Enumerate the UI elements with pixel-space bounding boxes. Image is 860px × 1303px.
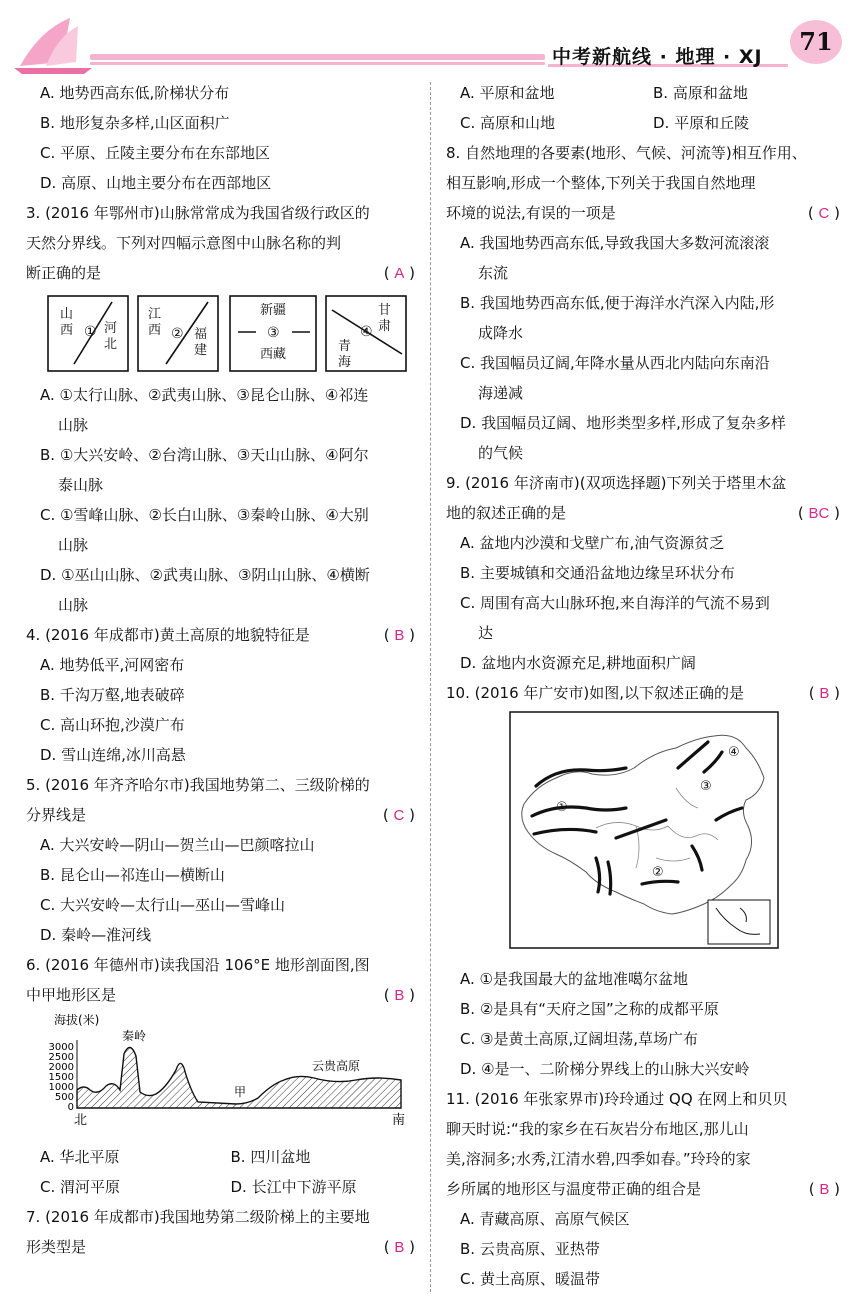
option-line: D. ④是一、二阶梯分界线上的山脉大兴安岭 bbox=[460, 1060, 750, 1078]
map-label-4: ④ bbox=[728, 745, 740, 760]
option-line: A. ①太行山脉、②武夷山脉、③昆仑山脉、④祁连 bbox=[40, 386, 369, 404]
answer-bracket: ( B ) bbox=[383, 986, 415, 1004]
box4-num: ④ bbox=[360, 324, 373, 340]
map-label-2: ② bbox=[652, 865, 664, 880]
profile-tick: 0 bbox=[67, 1102, 74, 1113]
option-line: B. 高原和盆地 bbox=[653, 84, 748, 102]
option-line: C. 高山环抱,沙漠广布 bbox=[40, 716, 185, 734]
option-line: D. 高原、山地主要分布在西部地区 bbox=[40, 174, 272, 192]
option-line: B. 千沟万壑,地表破碎 bbox=[40, 686, 185, 704]
answer-letter: C bbox=[818, 205, 830, 222]
question-stem: 9. (2016 年济南市)(双项选择题)下列关于塔里木盆 bbox=[446, 474, 787, 492]
question-stem bbox=[446, 198, 846, 228]
box1-right-label: 河北 bbox=[104, 321, 118, 352]
china-map-svg bbox=[446, 708, 846, 964]
option-line: C. 高原和山地 bbox=[460, 114, 556, 132]
question-stem: 8. 自然地理的各要素(地形、气候、河流等)相互作用、 bbox=[446, 144, 807, 162]
question-stem bbox=[26, 1232, 421, 1262]
option-line: B. 地形复杂多样,山区面积广 bbox=[40, 114, 230, 132]
box1-left-2: 西 bbox=[60, 323, 74, 338]
option-line: C. 平原、丘陵主要分布在东部地区 bbox=[40, 144, 271, 162]
profile-label-north: 北 bbox=[74, 1113, 88, 1128]
profile-tick: 1000 bbox=[48, 1082, 74, 1093]
option-line: 达 bbox=[478, 624, 494, 642]
box4-right-label: 甘肃 bbox=[378, 303, 392, 334]
option-line: A. 我国地势西高东低,导致我国大多数河流滚滚 bbox=[460, 234, 770, 252]
answer-letter: A bbox=[394, 265, 405, 282]
answer-letter: C bbox=[393, 807, 405, 824]
option-pair bbox=[446, 108, 846, 138]
answer-letter: B bbox=[394, 627, 405, 644]
question-stem bbox=[26, 258, 421, 288]
answer-bracket: ( B ) bbox=[383, 626, 415, 644]
profile-tick: 3000 bbox=[48, 1042, 74, 1053]
option-line: 东流 bbox=[478, 264, 509, 282]
option-line: A. 大兴安岭—阴山—贺兰山—巴颜喀拉山 bbox=[40, 836, 315, 854]
answer-letter: B bbox=[819, 685, 830, 702]
question-stem bbox=[446, 498, 846, 528]
answer-bracket: ( B ) bbox=[808, 684, 840, 702]
profile-label-south: 南 bbox=[392, 1113, 406, 1128]
box1-num: ① bbox=[84, 324, 97, 340]
option-line: 山脉 bbox=[58, 416, 89, 434]
right-column bbox=[446, 78, 846, 1294]
option-line: B. ②是具有“天府之国”之称的成都平原 bbox=[460, 1000, 719, 1018]
question-stem-text: 乡所属的地形区与温度带正确的组合是 bbox=[446, 1180, 702, 1198]
profile-tick: 2500 bbox=[48, 1052, 74, 1063]
map-label-3: ③ bbox=[700, 779, 712, 794]
question-stem bbox=[446, 1174, 846, 1204]
left-column bbox=[26, 78, 421, 1262]
option-pair bbox=[26, 1172, 421, 1202]
answer-bracket: ( B ) bbox=[808, 1180, 840, 1198]
mountain-boxes-svg bbox=[26, 288, 421, 380]
header-title: 中考新航线 · 地理 · XJ bbox=[552, 46, 763, 68]
box1-left-label bbox=[60, 307, 73, 338]
option-line: 山脉 bbox=[58, 536, 89, 554]
question-stem: 6. (2016 年德州市)读我国沿 106°E 地形剖面图,图 bbox=[26, 956, 370, 974]
answer-bracket: ( C ) bbox=[807, 204, 840, 222]
profile-y-title: 海拔(米) bbox=[54, 1013, 100, 1027]
box2-left-label: 江西 bbox=[148, 307, 162, 338]
option-pair bbox=[26, 1142, 421, 1172]
option-line: C. 渭河平原 bbox=[40, 1178, 121, 1196]
answer-letter: BC bbox=[808, 505, 830, 522]
question-stem: 7. (2016 年成都市)我国地势第二级阶梯上的主要地 bbox=[26, 1208, 370, 1226]
profile-tick: 2000 bbox=[48, 1062, 74, 1073]
profile-y-ticks bbox=[49, 1042, 74, 1113]
question-stem: 相互影响,形成一个整体,下列关于我国自然地理 bbox=[446, 174, 756, 192]
option-line: B. 四川盆地 bbox=[230, 1148, 311, 1166]
option-line: B. 主要城镇和交通沿盆地边缘呈环状分布 bbox=[460, 564, 735, 582]
answer-bracket: ( BC ) bbox=[797, 504, 840, 522]
option-line: A. 地势低平,河网密布 bbox=[40, 656, 185, 674]
question-stem: 3. (2016 年鄂州市)山脉常常成为我国省级行政区的 bbox=[26, 204, 370, 222]
page-header bbox=[0, 0, 860, 78]
sailboat-logo-icon bbox=[14, 18, 92, 74]
china-map-figure bbox=[446, 708, 846, 964]
south-china-sea-inset bbox=[708, 900, 770, 944]
option-line: A. 盆地内沙漠和戈壁广布,油气资源贫乏 bbox=[460, 534, 725, 552]
option-line: B. ①大兴安岭、②台湾山脉、③天山山脉、④阿尔 bbox=[40, 446, 369, 464]
question-stem: 天然分界线。下列对四幅示意图中山脉名称的判 bbox=[26, 234, 342, 252]
option-line: C. 周围有高大山脉环抱,来自海洋的气流不易到 bbox=[460, 594, 770, 612]
box2-right-label: 福建 bbox=[194, 327, 208, 358]
question-stem-text: 形类型是 bbox=[26, 1238, 87, 1256]
option-line: A. 青藏高原、高原气候区 bbox=[460, 1210, 630, 1228]
option-line: A. 华北平原 bbox=[40, 1148, 120, 1166]
box3-bottom-label: 西藏 bbox=[260, 347, 287, 362]
option-line: D. 雪山连绵,冰川高悬 bbox=[40, 746, 186, 764]
option-line: C. ①雪峰山脉、②长白山脉、③秦岭山脉、④大别 bbox=[40, 506, 369, 524]
profile-label-qinling: 秦岭 bbox=[122, 1029, 147, 1043]
option-line: B. 昆仑山—祁连山—横断山 bbox=[40, 866, 225, 884]
answer-letter: B bbox=[819, 1181, 830, 1198]
question-stem-text: 分界线是 bbox=[26, 806, 87, 824]
profile-label-jia: 甲 bbox=[234, 1085, 247, 1099]
option-line: D. 平原和丘陵 bbox=[653, 114, 750, 132]
question-stem bbox=[26, 980, 421, 1010]
question-stem bbox=[26, 620, 421, 650]
answer-letter: B bbox=[394, 987, 405, 1004]
mountain-boxes-figure bbox=[26, 288, 421, 380]
question-stem bbox=[26, 800, 421, 830]
option-line: D. 长江中下游平原 bbox=[230, 1178, 357, 1196]
option-line: C. 我国幅员辽阔,年降水量从西北内陆向东南沿 bbox=[460, 354, 770, 372]
option-line: 的气候 bbox=[478, 444, 524, 462]
box3-top-label: 新疆 bbox=[260, 303, 287, 318]
answer-letter: B bbox=[394, 1239, 405, 1256]
question-stem-text: 4. (2016 年成都市)黄土高原的地貌特征是 bbox=[26, 626, 310, 644]
option-line: A. ①是我国最大的盆地准噶尔盆地 bbox=[460, 970, 688, 988]
option-pair bbox=[446, 78, 846, 108]
question-stem-text: 中甲地形区是 bbox=[26, 986, 117, 1004]
answer-bracket: ( A ) bbox=[383, 264, 415, 282]
terrain-profile-figure bbox=[26, 1010, 421, 1142]
answer-bracket: ( C ) bbox=[382, 806, 415, 824]
option-line: D. 我国幅员辽阔、地形类型多样,形成了复杂多样 bbox=[460, 414, 786, 432]
option-line: 泰山脉 bbox=[58, 476, 104, 494]
option-line: C. 大兴安岭—太行山—巫山—雪峰山 bbox=[40, 896, 286, 914]
option-line: A. 地势西高东低,阶梯状分布 bbox=[40, 84, 230, 102]
question-stem-text: 断正确的是 bbox=[26, 264, 102, 282]
profile-tick: 500 bbox=[54, 1092, 74, 1103]
question-stem: 5. (2016 年齐齐哈尔市)我国地势第二、三级阶梯的 bbox=[26, 776, 370, 794]
terrain-profile-svg bbox=[26, 1010, 421, 1142]
profile-label-yungui: 云贵高原 bbox=[312, 1059, 361, 1073]
option-line: 成降水 bbox=[478, 324, 524, 342]
box4-left-label: 青海 bbox=[338, 339, 352, 370]
question-stem-text: 10. (2016 年广安市)如图,以下叙述正确的是 bbox=[446, 684, 745, 702]
option-line: C. ③是黄土高原,辽阔坦荡,草场广布 bbox=[460, 1030, 698, 1048]
option-line: D. 盆地内水资源充足,耕地面积广阔 bbox=[460, 654, 696, 672]
page-number: 71 bbox=[790, 20, 842, 64]
box1-left-1: 山 bbox=[60, 307, 74, 322]
option-line: C. 黄土高原、暖温带 bbox=[460, 1270, 601, 1288]
box2-num: ② bbox=[171, 326, 184, 342]
option-line: 山脉 bbox=[58, 596, 89, 614]
question-stem bbox=[446, 678, 846, 708]
answer-bracket: ( B ) bbox=[383, 1238, 415, 1256]
option-line: B. 云贵高原、亚热带 bbox=[460, 1240, 600, 1258]
question-stem-text: 地的叙述正确的是 bbox=[446, 504, 567, 522]
option-line: D. ①巫山山脉、②武夷山脉、③阴山山脉、④横断 bbox=[40, 566, 370, 584]
option-line: B. 我国地势西高东低,便于海洋水汽深入内陆,形 bbox=[460, 294, 775, 312]
option-line: D. 秦岭—淮河线 bbox=[40, 926, 152, 944]
question-stem: 美,溶洞多;水秀,江清水碧,四季如春。”玲玲的家 bbox=[446, 1150, 751, 1168]
option-line: A. 平原和盆地 bbox=[460, 84, 555, 102]
question-stem-text: 环境的说法,有误的一项是 bbox=[446, 204, 616, 222]
question-stem: 11. (2016 年张家界市)玲玲通过 QQ 在网上和贝贝 bbox=[446, 1090, 788, 1108]
map-label-1: ① bbox=[556, 800, 568, 815]
question-stem: 聊天时说:“我的家乡在石灰岩分布地区,那儿山 bbox=[446, 1120, 749, 1138]
profile-tick: 1500 bbox=[48, 1072, 74, 1083]
option-line: 海递减 bbox=[478, 384, 524, 402]
box3-num: ③ bbox=[267, 325, 280, 341]
column-divider bbox=[430, 82, 431, 1292]
